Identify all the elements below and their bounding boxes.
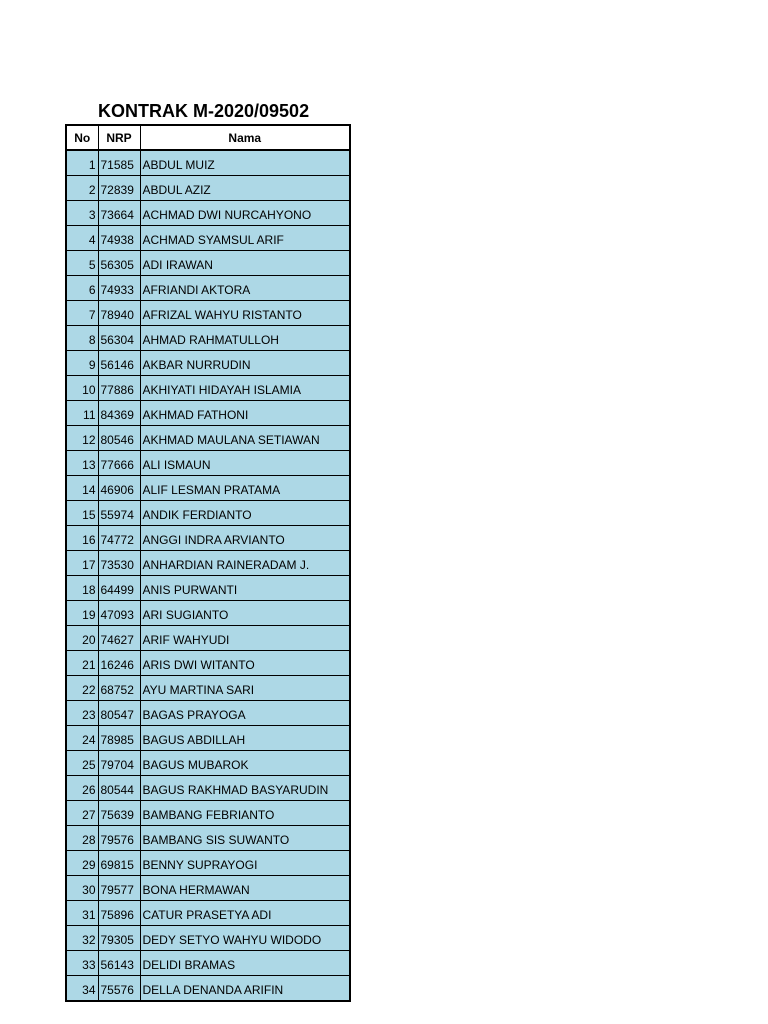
cell-no: 31 — [66, 901, 98, 926]
table-row — [66, 926, 350, 951]
cell-nama: ARIF WAHYUDI — [140, 626, 350, 651]
cell-nama: DELIDI BRAMAS — [140, 951, 350, 976]
cell-nrp: 84369 — [98, 401, 140, 426]
cell-nrp: 56304 — [98, 326, 140, 351]
table-row — [66, 751, 350, 776]
cell-nrp: 74627 — [98, 626, 140, 651]
cell-nama: AHMAD RAHMATULLOH — [140, 326, 350, 351]
cell-nama: BAMBANG SIS SUWANTO — [140, 826, 350, 851]
column-header-no: No — [66, 125, 98, 150]
table-row — [66, 326, 350, 351]
cell-nama: ANIS PURWANTI — [140, 576, 350, 601]
cell-no: 29 — [66, 851, 98, 876]
table-row — [66, 626, 350, 651]
cell-nrp: 75576 — [98, 976, 140, 1002]
cell-no: 11 — [66, 401, 98, 426]
cell-nama: BAGUS ABDILLAH — [140, 726, 350, 751]
cell-nama: BENNY SUPRAYOGI — [140, 851, 350, 876]
cell-nama: ACHMAD SYAMSUL ARIF — [140, 226, 350, 251]
cell-nrp: 69815 — [98, 851, 140, 876]
cell-no: 7 — [66, 301, 98, 326]
table-row — [66, 426, 350, 451]
cell-nama: ANHARDIAN RAINERADAM J. — [140, 551, 350, 576]
table-row — [66, 401, 350, 426]
table-row — [66, 601, 350, 626]
cell-nrp: 74772 — [98, 526, 140, 551]
cell-nama: BAGUS RAKHMAD BASYARUDIN — [140, 776, 350, 801]
cell-no: 18 — [66, 576, 98, 601]
cell-nrp: 56305 — [98, 251, 140, 276]
cell-nrp: 46906 — [98, 476, 140, 501]
cell-nrp: 79704 — [98, 751, 140, 776]
cell-no: 5 — [66, 251, 98, 276]
cell-nrp: 74938 — [98, 226, 140, 251]
column-header-nrp: NRP — [98, 125, 140, 150]
table-row — [66, 501, 350, 526]
cell-nama: AKHMAD MAULANA SETIAWAN — [140, 426, 350, 451]
cell-no: 34 — [66, 976, 98, 1002]
table-row — [66, 676, 350, 701]
table-row — [66, 901, 350, 926]
table-row — [66, 876, 350, 901]
table-row — [66, 801, 350, 826]
cell-nrp: 75639 — [98, 801, 140, 826]
cell-no: 10 — [66, 376, 98, 401]
table-body — [66, 150, 350, 1001]
cell-nrp: 80547 — [98, 701, 140, 726]
cell-nrp: 79305 — [98, 926, 140, 951]
cell-no: 28 — [66, 826, 98, 851]
table-row — [66, 476, 350, 501]
cell-nrp: 78985 — [98, 726, 140, 751]
cell-no: 19 — [66, 601, 98, 626]
cell-nrp: 75896 — [98, 901, 140, 926]
cell-no: 9 — [66, 351, 98, 376]
cell-nama: BAGAS PRAYOGA — [140, 701, 350, 726]
cell-nama: ARI SUGIANTO — [140, 601, 350, 626]
cell-nrp: 79577 — [98, 876, 140, 901]
table-row — [66, 551, 350, 576]
cell-nama: ADI IRAWAN — [140, 251, 350, 276]
table-row — [66, 301, 350, 326]
table-row — [66, 376, 350, 401]
cell-nama: AFRIANDI AKTORA — [140, 276, 350, 301]
cell-nama: BAGUS MUBAROK — [140, 751, 350, 776]
cell-nrp: 74933 — [98, 276, 140, 301]
document-title: KONTRAK M-2020/09502 — [98, 101, 310, 121]
cell-nrp: 77886 — [98, 376, 140, 401]
table-row — [66, 150, 350, 176]
cell-no: 30 — [66, 876, 98, 901]
cell-no: 14 — [66, 476, 98, 501]
cell-nrp: 80546 — [98, 426, 140, 451]
cell-no: 12 — [66, 426, 98, 451]
cell-nrp: 56146 — [98, 351, 140, 376]
table-header-row — [66, 125, 350, 150]
table-row — [66, 351, 350, 376]
cell-nrp: 71585 — [98, 150, 140, 176]
employee-table — [65, 124, 351, 1002]
column-header-nama: Nama — [140, 125, 350, 150]
table-row — [66, 701, 350, 726]
table-row — [66, 276, 350, 301]
cell-nama: ANGGI INDRA ARVIANTO — [140, 526, 350, 551]
cell-nama: ARIS DWI WITANTO — [140, 651, 350, 676]
cell-nama: AKHIYATI HIDAYAH ISLAMIA — [140, 376, 350, 401]
cell-no: 24 — [66, 726, 98, 751]
cell-nama: DEDY SETYO WAHYU WIDODO — [140, 926, 350, 951]
cell-nama: BAMBANG FEBRIANTO — [140, 801, 350, 826]
table-row — [66, 576, 350, 601]
table-row — [66, 726, 350, 751]
cell-nrp: 68752 — [98, 676, 140, 701]
table-row — [66, 951, 350, 976]
cell-nama: ALI ISMAUN — [140, 451, 350, 476]
cell-no: 8 — [66, 326, 98, 351]
cell-nama: ACHMAD DWI NURCAHYONO — [140, 201, 350, 226]
cell-nrp: 80544 — [98, 776, 140, 801]
cell-no: 4 — [66, 226, 98, 251]
cell-nrp: 47093 — [98, 601, 140, 626]
cell-no: 6 — [66, 276, 98, 301]
cell-nama: BONA HERMAWAN — [140, 876, 350, 901]
cell-nrp: 77666 — [98, 451, 140, 476]
table-row — [66, 526, 350, 551]
table-row — [66, 251, 350, 276]
cell-no: 33 — [66, 951, 98, 976]
cell-nrp: 64499 — [98, 576, 140, 601]
cell-no: 32 — [66, 926, 98, 951]
cell-no: 25 — [66, 751, 98, 776]
cell-nrp: 55974 — [98, 501, 140, 526]
cell-nama: ABDUL MUIZ — [140, 150, 350, 176]
cell-nama: ABDUL AZIZ — [140, 176, 350, 201]
table-row — [66, 201, 350, 226]
cell-no: 2 — [66, 176, 98, 201]
table-row — [66, 451, 350, 476]
cell-no: 13 — [66, 451, 98, 476]
cell-nrp: 73530 — [98, 551, 140, 576]
cell-nama: AKBAR NURRUDIN — [140, 351, 350, 376]
cell-no: 20 — [66, 626, 98, 651]
cell-nama: AYU MARTINA SARI — [140, 676, 350, 701]
table-row — [66, 851, 350, 876]
cell-nama: AKHMAD FATHONI — [140, 401, 350, 426]
cell-no: 22 — [66, 676, 98, 701]
cell-no: 17 — [66, 551, 98, 576]
cell-nrp: 78940 — [98, 301, 140, 326]
cell-no: 27 — [66, 801, 98, 826]
table-row — [66, 976, 350, 1002]
cell-nrp: 56143 — [98, 951, 140, 976]
cell-no: 3 — [66, 201, 98, 226]
cell-nama: ANDIK FERDIANTO — [140, 501, 350, 526]
cell-no: 1 — [66, 150, 98, 176]
cell-nrp: 79576 — [98, 826, 140, 851]
cell-nama: AFRIZAL WAHYU RISTANTO — [140, 301, 350, 326]
table-row — [66, 776, 350, 801]
cell-no: 16 — [66, 526, 98, 551]
cell-nrp: 72839 — [98, 176, 140, 201]
cell-nrp: 73664 — [98, 201, 140, 226]
cell-nrp: 16246 — [98, 651, 140, 676]
cell-nama: ALIF LESMAN PRATAMA — [140, 476, 350, 501]
cell-no: 23 — [66, 701, 98, 726]
table-row — [66, 226, 350, 251]
table-row — [66, 826, 350, 851]
cell-nama: DELLA DENANDA ARIFIN — [140, 976, 350, 1002]
cell-no: 21 — [66, 651, 98, 676]
cell-no: 26 — [66, 776, 98, 801]
cell-no: 15 — [66, 501, 98, 526]
cell-nama: CATUR PRASETYA ADI — [140, 901, 350, 926]
table-row — [66, 176, 350, 201]
table-row — [66, 651, 350, 676]
